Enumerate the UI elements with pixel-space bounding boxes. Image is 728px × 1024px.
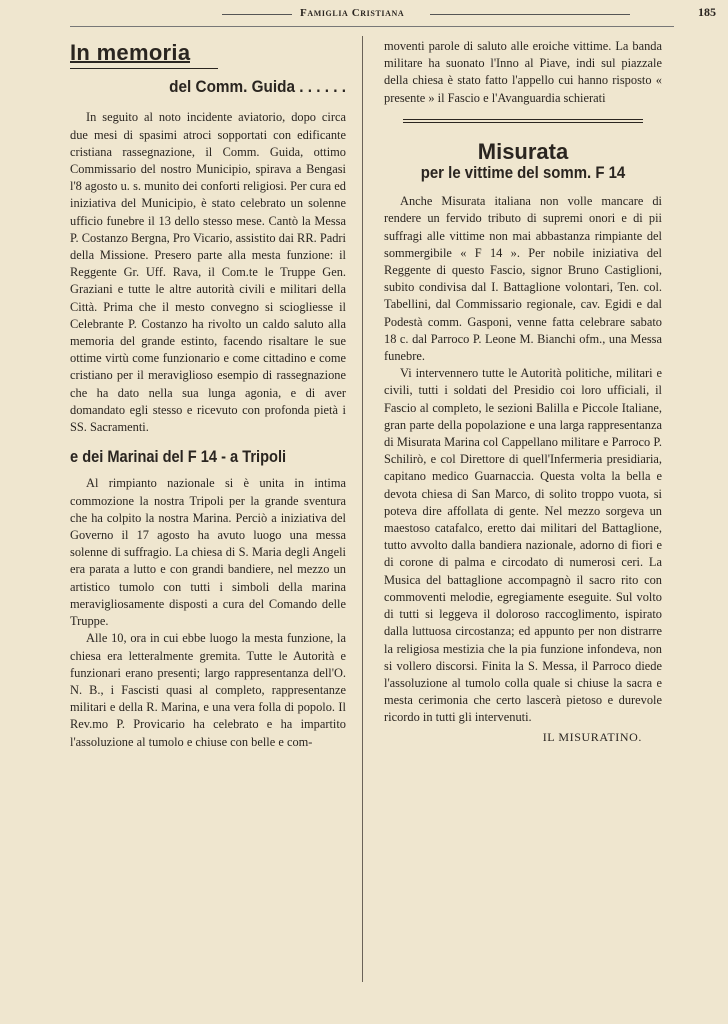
left-column [70,38,346,751]
heading-underline [70,68,218,69]
marinai-paragraph-1: Al rimpianto nazionale si è unita in intima commozione la nostra Tripoli per la grande sventura che ha colpito la nostra Marina. Perciò a iniziativa del Governo il 17 agosto ha avuto luogo una messa solenne di suffragio. La chiesa di S. Maria degli Angeli era parata a lutto e con grandi bandiere, nel mezzo un artistico tumolo con tutti i simboli della marina meravigliosamente disposti a cura del Comando delle Truppe. [70,476,346,629]
heading-vittime-f14: per le vittime del somm. F 14 [420,163,626,183]
right-column [384,38,662,746]
header-rule-left [222,14,292,15]
misurata-paragraph-1: Anche Misurata italiana non volle mancare di rendere un fervido tributo di supremi onori e di pii suffragi alle vittime non mai abbastanza rimpiante del sommergibile « F 14 ». Per nobile iniziativa del Reggente di questo Fascio, signor Bruno Castiglioni, subito condivisa dal I. Battaglione volontari, Ten. col. Tabellini, dal Commissario regionale, cav. Egidi e dal Podestà comm. Gasponi, venne fatta celebrare sabato 18 c. dal Parroco P. Leone M. Bianchi ofm., una Messa funebre. [384,194,662,364]
header-underline [70,26,674,27]
column-divider [362,36,363,982]
header-rule-right [430,14,630,15]
heading-marinai-f14: e dei Marinai del F 14 - a Tripoli [70,447,287,467]
magazine-title: Famiglia Cristiana [300,7,405,19]
guida-paragraph: In seguito al noto incidente aviatorio, dopo circa due mesi di spasimi atroci sopportati con edificante cristiana rassegnazione, il Comm. Guida, ottimo Commissario del nostro Municipio, spirava a Bengasi l'8 agosto u. s. munito dei conforti religiosi. Per cura ed iniziativa del Municipio, è stato celebrato un solenne ufficio funebre il 13 dello stesso mese. Cantò la Messa P. Costanzo Bergna, Pro Vicario, assistito dai RR. Padri della Missione. Presero parte alla mesta funzione: il Reggente Gr. Uff. Rava, il Com.te le Truppe Gen. Graziani e tutte le altre autorità civili e militari della Città. Prima che il mesto convegno si sciogliesse il Celebrante P. Costanzo ha rivolto un caldo saluto alla memoria del grande estinto, facendo risaltare le sue ottime virtù come funzionario e come cittadino e come cristiano per il meraviglioso esempio di rassegnazione che ha dato nella sua lunga agonia, e di aver domandato egli stesso e ricevuto con profonda pietà i SS. Sacramenti. [70,110,346,435]
continuation-paragraph: moventi parole di saluto alle eroiche vittime. La banda militare ha suonato l'Inno al Piave, indi sul piazzale della chiesa è stato fatto l'appello cui hanno risposto « presente » il Fascio e l'Avanguardia schierati [384,39,662,105]
heading-misurata: Misurata [477,138,569,164]
heading-comm-guida: del Comm. Guida . . . . . . [169,77,346,97]
marinai-paragraph-2: Alle 10, ora in cui ebbe luogo la mesta funzione, la chiesa era letteralmente gremita. Tutte le Autorità e funzionari erano presenti; largo rappresentanza dell'O. N. B., i Fascisti quasi al completo, rappresentanze militari e della R. Marina, e una vera folla di popolo. Il Rev.mo P. Provicario ha celebrato e ha impartito l'assoluzione al tumolo e chiuse con belle e com- [70,631,346,749]
article-separator [403,119,643,123]
misurata-paragraph-2: Vi intervennero tutte le Autorità politiche, militari e civili, tutti i soldati del Presidio coi loro ufficiali, il Fascio al completo, le sezioni Balilla e Piccole Italiane, gran parte della popolazione e una larga rappresentanza di Misurata Marina col Cappellano militare e Parroco P. Schilirò, e col Direttore di quell'Infermeria presidiaria, capitano medico Guarnaccia. Questa volta la bella e devota chiesa di San Marco, di solito troppo vuota, si poteva dire affollata di gente. Nel mezzo sorgeva un maestoso catafalco, eretto dai militari del Battaglione, tutto avvolto dalla bandiera nazionale, adorno di fiori e di corone di palma e circodato di numerosi ceri. La Musica del battaglione accompagnò il sacro rito con commoventi melodie, egregiamente eseguite. Sul volto di tutti si leggeva il doloroso raccoglimento, ispirato dalla luttuosa circostanza; ed appunto per non distrarre la religiosa mestizia che la pia funzione infondeva, non si vollero discorsi. Finita la S. Messa, il Parroco diede l'assoluzione al tumolo colla quale si chiuse la sacra e mesta cerimonia che certo lascerà pietoso e durevole ricordo in tutti gli intervenuti. [384,366,662,725]
article-signature: IL MISURATINO. [542,729,642,744]
page-number: 185 [698,5,716,19]
heading-in-memoria: In memoria [70,40,191,65]
running-header [0,4,728,26]
